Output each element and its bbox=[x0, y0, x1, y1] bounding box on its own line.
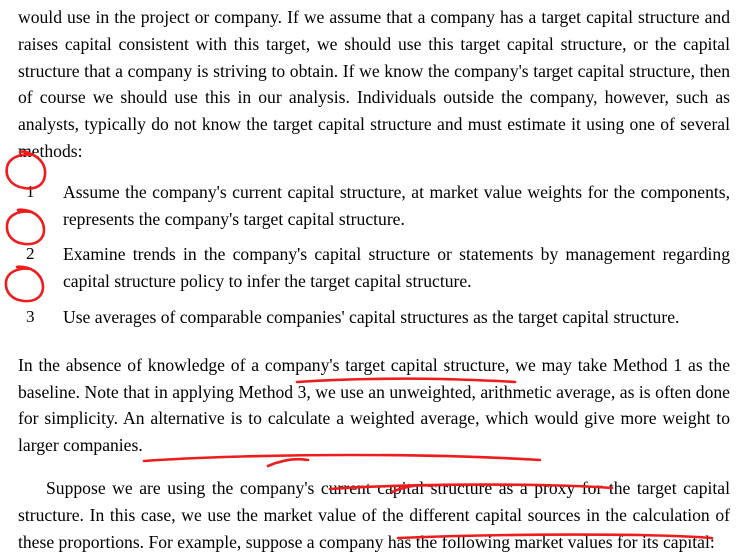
underline-annotation-2-tick bbox=[268, 459, 308, 466]
list-item bbox=[18, 241, 730, 295]
methods-list bbox=[18, 179, 730, 331]
list-item-text: Assume the company's current capital structure, at market value weights for the components, represents the company's target capital structure. bbox=[63, 181, 730, 229]
list-item-number: 2 bbox=[26, 244, 35, 264]
list-item-number: 1 bbox=[26, 181, 35, 201]
paragraph-body-1: In the absence of knowledge of a company's target capital structure, we may take Method 1 as the baseline. Note that in applying Method 3, we use an unweighted, arithmetic average, as is often done for simplicity. An alternative is to calculate a weighted average, which would give more weight to larger companies. bbox=[18, 354, 730, 456]
list-item bbox=[18, 304, 730, 331]
list-item-text: Use averages of comparable companies' capital structures as the target capital structure. bbox=[63, 306, 680, 327]
paragraph-body-2: Suppose we are using the company's current capital structure as a proxy for the target capital structure. In this case, we use the market value of the different capital sources in the calculation of these proportions. For example, suppose a company has the following market values for its capital: bbox=[18, 477, 730, 552]
list-item bbox=[18, 179, 730, 233]
list-item-text: Examine trends in the company's capital structure or statements by management regarding capital structure policy to infer the target capital structure. bbox=[63, 244, 730, 292]
list-item-number: 3 bbox=[26, 306, 35, 326]
paragraph-intro: would use in the project or company. If we assume that a company has a target capital structure and raises capital consistent with this target, we should use this target capital structure, or the capital structure that a company is striving to obtain. If we know the company's target capital structure, then of course we should use this in our analysis. Individuals outside the company, however, such as analysts, typically do not know the target capital structure and must estimate it using one of several methods: bbox=[18, 7, 730, 161]
